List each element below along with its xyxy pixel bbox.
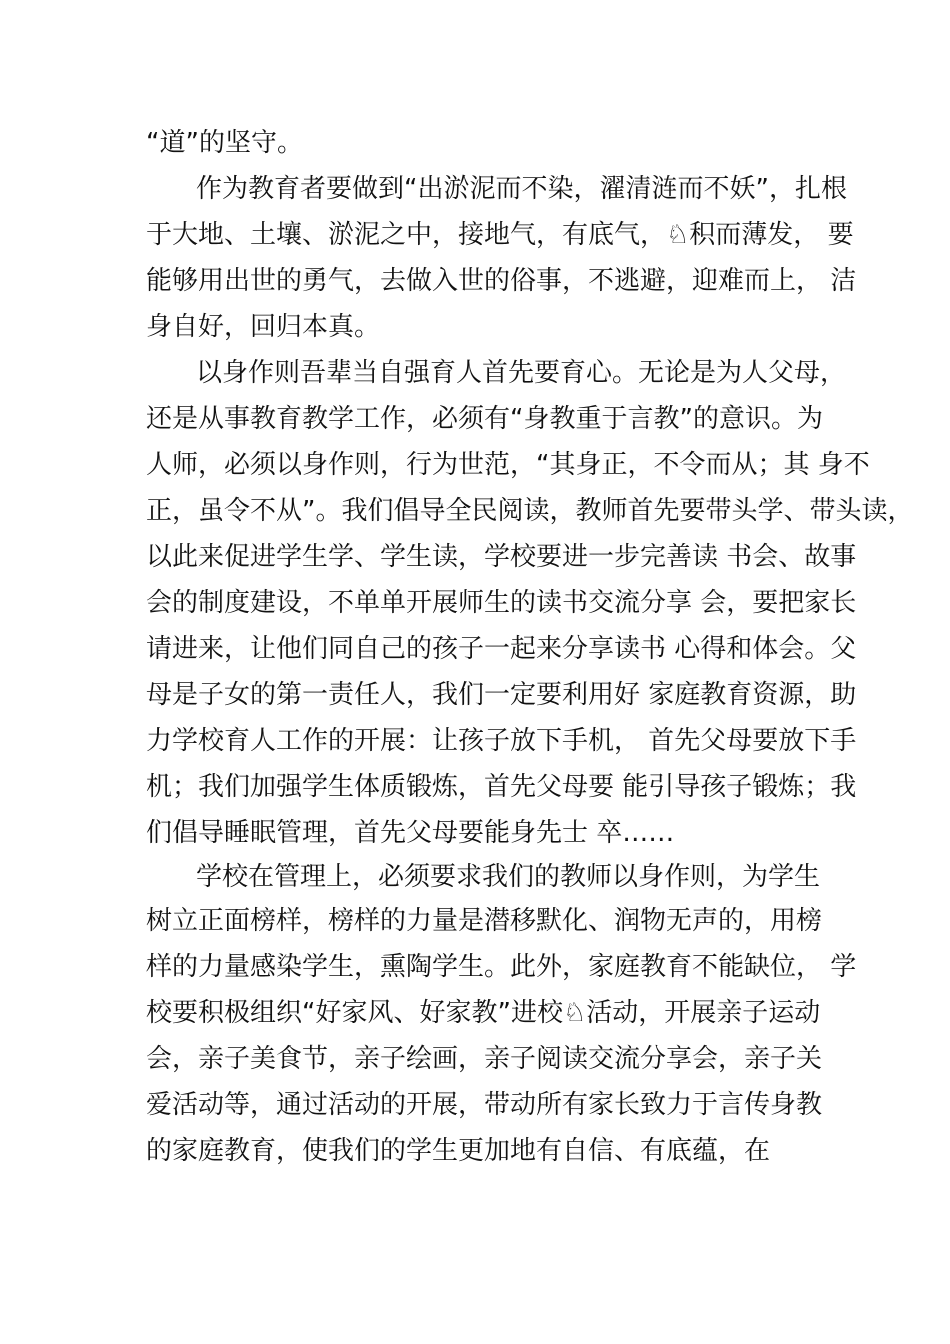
text-line: 的家庭教育，使我们的学生更加地有自信、有底蕴，在 [146,1136,771,1166]
text-line: 母是子女的第一责任人，我们一定要利用好 家庭教育资源，助 [146,680,857,710]
text-line: 身自好，回归本真。 [146,312,381,342]
text-line: 校要积极组织“好家风、好家教”进校♘活动，开展亲子运动 [146,998,821,1028]
text-line: 人师，必须以身作则，行为世范，“其身正，不令而从；其 身不 [146,450,870,480]
text-line: 力学校育人工作的开展：让孩子放下手机， 首先父母要放下手 [146,726,857,756]
text-line: 机；我们加强学生体质锻炼，首先父母要 能引导孩子锻炼；我 [146,772,857,802]
text-line: 会，亲子美食节，亲子绘画，亲子阅读交流分享会，亲子关 [146,1044,823,1074]
paragraph-start-line: 学校在管理上，必须要求我们的教师以身作则，为学生 [196,862,821,892]
text-line: 还是从事教育教学工作，必须有“身教重于言教”的意识。为 [146,404,823,434]
text-line: 以此来促进学生学、学生读，学校要进一步完善读 书会、故事 [146,542,857,572]
text-line: 会的制度建设，不单单开展师生的读书交流分享 会，要把家长 [146,588,857,618]
text-line: 正，虽令不从”。我们倡导全民阅读，教师首先要带头学、带头读， [146,496,914,526]
text-line: 样的力量感染学生，熏陶学生。此外，家庭教育不能缺位， 学 [146,952,857,982]
paragraph-start-line: 以身作则吾辈当自强育人首先要育心。无论是为人父母， [196,358,847,388]
text-line: 树立正面榜样，榜样的力量是潜移默化、润物无声的，用榜 [146,906,823,936]
text-line: “道”的坚守。 [146,128,303,158]
text-line: 们倡导睡眠管理，首先父母要能身先士 卒…… [146,818,675,848]
text-line: 能够用出世的勇气，去做入世的俗事，不逃避，迎难而上， 洁 [146,266,857,296]
text-line: 请进来，让他们同自己的孩子一起来分享读书 心得和体会。父 [146,634,857,664]
paragraph-start-line: 作为教育者要做到“出淤泥而不染，濯清涟而不妖”，扎根 [196,174,847,204]
text-line: 于大地、土壤、淤泥之中，接地气，有底气，♘积而薄发， 要 [146,220,854,250]
text-line: 爱活动等，通过活动的开展，带动所有家长致力于言传身教 [146,1090,823,1120]
